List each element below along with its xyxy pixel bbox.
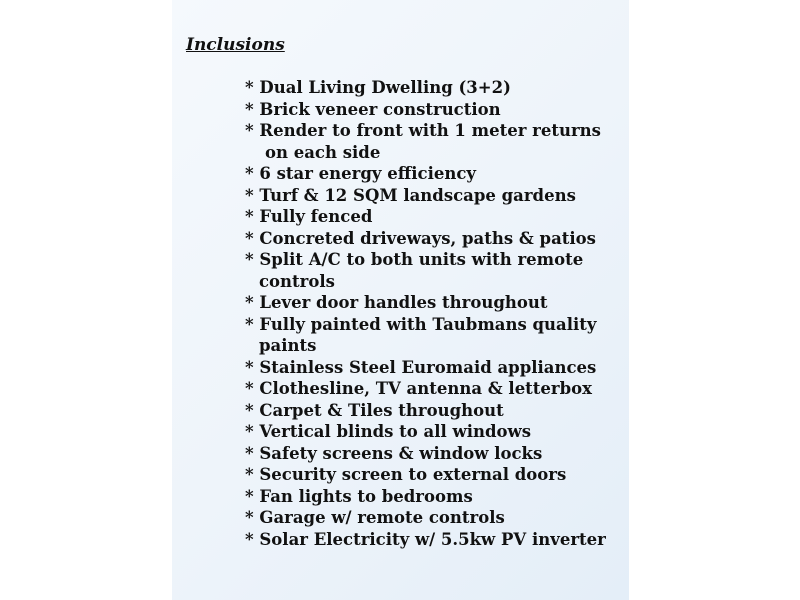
list-item: * Garage w/ remote controls: [245, 508, 505, 527]
list-item: * Vertical blinds to all windows: [245, 422, 531, 441]
list-item: * Concreted driveways, paths & patios: [245, 228, 596, 248]
list-item: * Security screen to external doors: [245, 465, 567, 484]
inclusions-heading: Inclusions: [186, 35, 285, 55]
list-item: * Fully fenced: [245, 207, 373, 226]
list-item: * Brick veneer construction: [245, 99, 501, 119]
list-item: * Clothesline, TV antenna & letterbox: [245, 379, 593, 398]
list-item: * Render to front with 1 meter returns on each side: [245, 121, 601, 162]
list-item: * Fully painted with Taubmans quality paints: [245, 314, 597, 355]
list-item: * Stainless Steel Euromaid appliances: [245, 357, 597, 377]
list-item: * Turf & 12 SQM landscape gardens: [245, 185, 576, 205]
list-item: * Safety screens & window locks: [245, 443, 543, 463]
list-item: * Dual Living Dwelling (3+2): [245, 78, 511, 97]
list-item: * Lever door handles throughout: [245, 293, 548, 312]
list-item: * Fan lights to bedrooms: [245, 486, 473, 506]
list-item: * 6 star energy efficiency: [245, 164, 476, 183]
list-item: * Solar Electricity w/ 5.5kw PV inverter: [245, 529, 606, 549]
list-item: * Split A/C to both units with remote controls: [245, 250, 584, 291]
inclusions-list: [245, 77, 606, 550]
list-item: * Carpet & Tiles throughout: [245, 400, 504, 420]
